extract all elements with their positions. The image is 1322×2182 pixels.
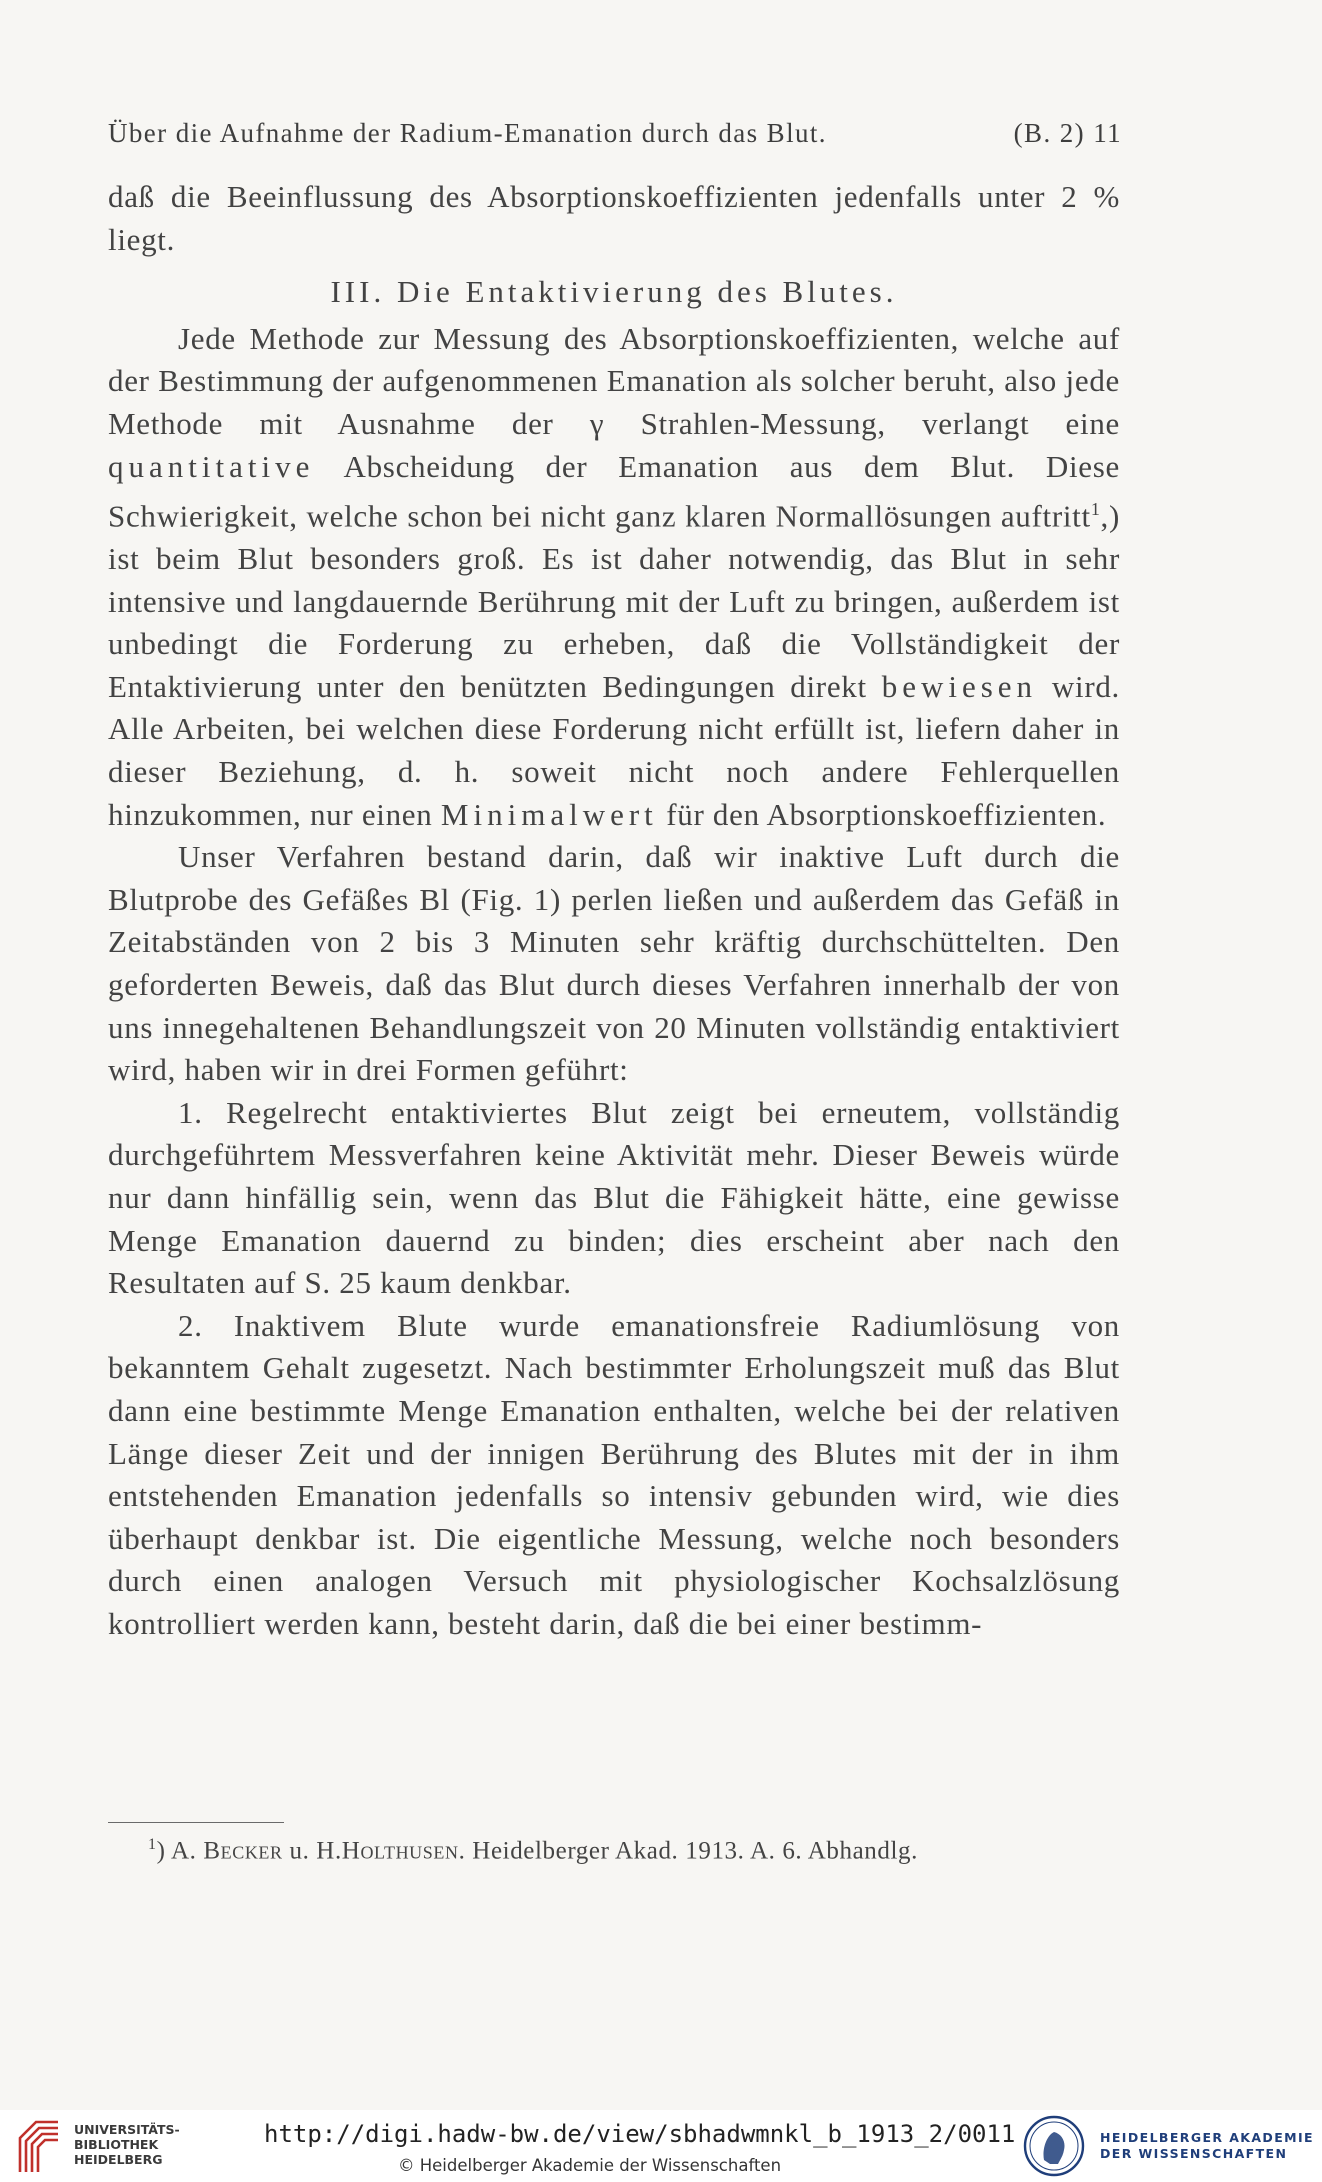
footnote-mark: 1 <box>148 1836 157 1853</box>
emphasis-minimalwert: Minimalwert <box>440 796 658 832</box>
library-logo-icon <box>14 2116 64 2176</box>
permalink-url[interactable]: http://digi.hadw-bw.de/view/sbhadwmnkl_b_1913_2/0011 <box>264 2120 1016 2148</box>
section-heading: III. Die Entaktivierung des Blutes. <box>330 274 898 310</box>
emphasis-bewiesen: bewiesen <box>881 668 1038 704</box>
paragraph-3: Unser Verfahren bestand darin, daß wir inaktive Luft durch die Blutprobe des Gefäßes Bl (Fig. 1) perlen ließen und außerdem das Gefäß in Zeitabständen von 2 bis 3 Minuten sehr kräftig durchschüttelten. Den geforderten Beweis, daß das Blut durch dieses Verfahren innerhalb der von uns innegehaltenen Behandlungszeit von 20 Minuten vollständig entaktiviert wird, haben wir in drei Formen geführt: <box>108 839 1120 1088</box>
footnote-divider <box>108 1822 284 1823</box>
footnote-reference: 1 <box>1090 499 1101 520</box>
academy-seal-icon <box>1020 2114 1088 2178</box>
paragraph-4: 1. Regelrecht entaktiviertes Blut zeigt bei erneutem, vollständig durchgeführtem Messverfahren keine Aktivität mehr. Dieser Beweis würde nur dann hinfällig sein, wenn das Blut die Fähigkeit hätte, eine gewisse Menge Emanation dauernd zu binden; dies erscheint aber nach den Resultaten auf S. 25 kaum denkbar. <box>108 1094 1120 1301</box>
paragraph-1: daß die Beeinflussung des Absorptionskoeffizienten jedenfalls unter 2 % liegt. <box>108 179 1120 257</box>
main-text <box>108 176 1120 1646</box>
paragraph-2: Jede Methode zur Messung des Absorptionskoeffizienten, welche auf der Bestimmung der aufgenommenen Emanation als solcher beruht, also jede Methode mit Ausnahme der γ Strahlen-Messung, verlangt eine quantitative Abscheidung der Emanation aus dem Blut. Diese Schwierigkeit, welche schon bei nicht ganz klaren Normallösungen auftritt$^1$,) ist beim Blut besonders groß. Es ist daher notwendig, das Blut in sehr intensive und langdauernde Berührung mit der Luft zu bringen, außerdem ist unbedingt die Forderung zu erheben, daß die Vollständigkeit der Entaktivierung unter den benützten Bedingungen direkt bewiesen wird. Alle Arbeiten, bei welchen diese Forderung nicht erfüllt ist, liefern daher in dieser Beziehung, d. h. soweit nicht noch andere Fehlerquellen hinzukommen, nur einen Minimalwert für den Absorptionskoeffizienten. <box>108 320 1121 832</box>
emphasis-quantitative: quantitative <box>108 448 315 484</box>
footnote: $^1$) A. Becker u. H.Holthusen. Heidelberger Akad. 1913. A. 6. Abhandlg. <box>148 1836 918 1865</box>
footnote-author-1: Becker <box>203 1837 283 1865</box>
academy-name: HEIDELBERGER AKADEMIE DER WISSENSCHAFTEN <box>1100 2130 1314 2161</box>
copyright-notice: © Heidelberger Akademie der Wissenschaften <box>398 2156 782 2175</box>
paragraph-5: 2. Inaktivem Blute wurde emanationsfreie Radiumlösung von bekanntem Gehalt zugesetzt. Nach bestimmter Erholungszeit muß das Blut dann eine bestimmte Menge Emanation enthalten, welche bei der relativen Länge dieser Zeit und der innigen Berührung des Blutes mit der in ihm entstehenden Emanation jedenfalls so intensiv gebunden wird, wie dies überhaupt denkbar ist. Die eigentliche Messung, welche noch besonders durch einen analogen Versuch mit physiologischer Kochsalzlösung kontrolliert werden kann, besteht darin, daß die bei einer bestimm- <box>108 1307 1120 1641</box>
running-header <box>108 118 1122 149</box>
header-page-ref: (B. 2) 11 <box>1013 118 1122 148</box>
footnote-author-2: Holthusen <box>341 1837 459 1865</box>
header-title: Über die Aufnahme der Radium-Emanation durch das Blut. <box>108 118 827 148</box>
library-name: UNIVERSITÄTS- BIBLIOTHEK HEIDELBERG <box>74 2122 180 2167</box>
